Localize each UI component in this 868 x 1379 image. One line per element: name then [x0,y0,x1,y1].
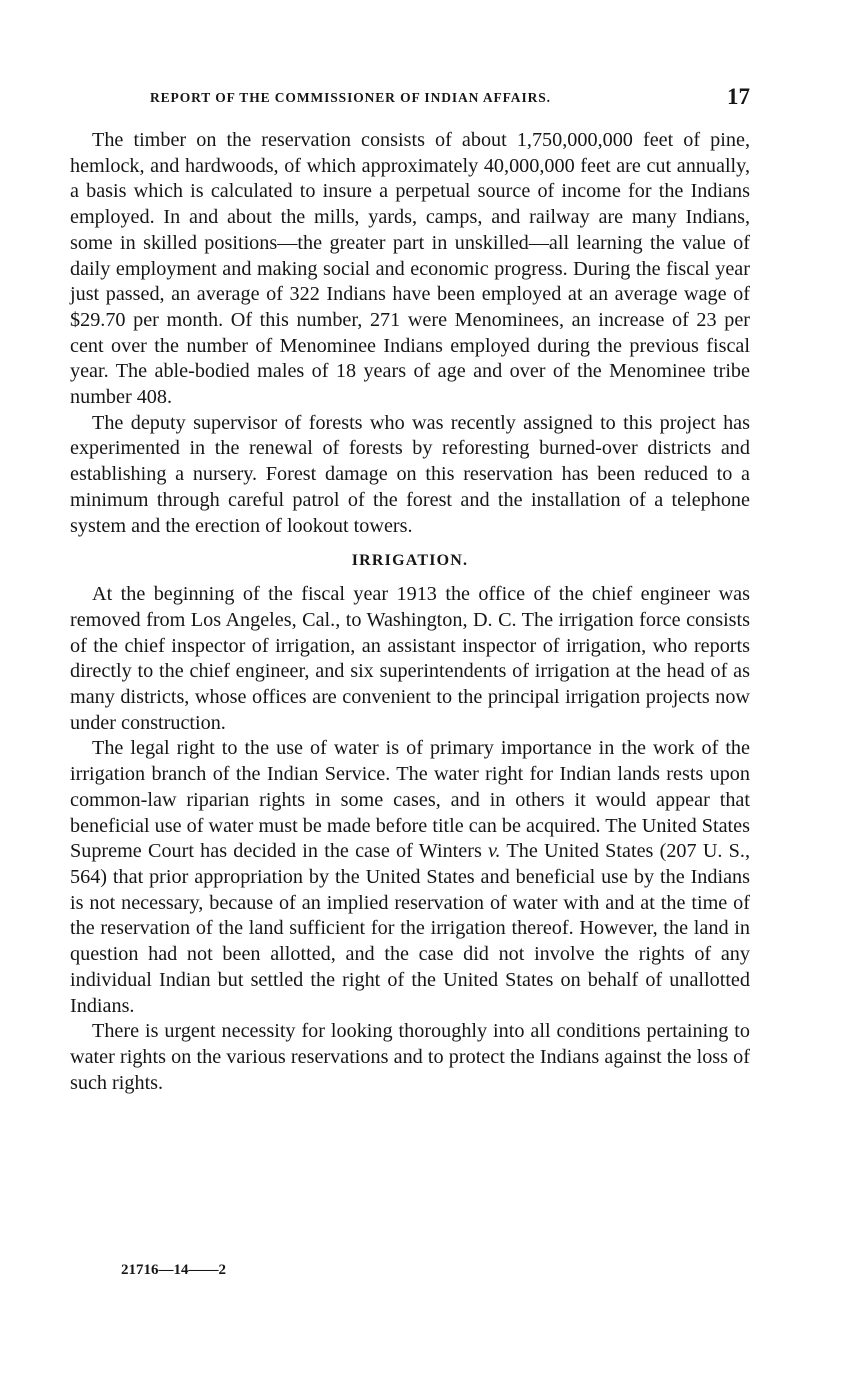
paragraph-irrigation-office: At the beginning of the fiscal year 1913 the office of the chief engineer was removed from Los Angeles, Cal., to Washington, D. C. The irrigation force consists of the chief inspector of irrigation, an assistant inspector of irrigation, who reports directly to the chief engineer, and six superintendents of irrigation at the head of as many districts, whose offices are convenient to the principal irrigation projects now under construction. [70,583,750,734]
paragraph-forestry: The deputy supervisor of forests who was recently assigned to this project has experimented in the renewal of forests by reforesting burned-over districts and establishing a nursery. Forest damage on this reservation has been reduced to a minimum through careful patrol of the forest and the installation of a telephone system and the erection of lookout towers. [70,411,750,537]
printer-signature-mark: 21716—14——2 [121,1262,226,1278]
running-title: REPORT OF THE COMMISSIONER OF INDIAN AFFAIRS. [150,90,551,105]
water-rights-text-b: The United States (207 U. S., 564) that prior appropriation by the United States and beneficial use by the Indians is not necessary, because of an implied reservation of water with and at the time of the reservation of the land sufficient for the irrigation thereof. However, the land in question had not been allotted, and the case did not involve the rights of any individual Indian but settled the right of the United States on behalf of unallotted Indians. [70,840,751,1017]
paragraph-timber: The timber on the reservation consists of about 1,750,000,000 feet of pine, hemlock, and hardwoods, of which approximately 40,000,000 feet are cut annually, a basis which is calculated to insure a perpetual source of income for the Indians employed. In and about the mills, yards, camps, and railway are many Indians, some in skilled positions—the greater part in unskilled—all learning the value of daily employment and making social and economic progress. During the fiscal year just passed, an average of 322 Indians have been employed at an average wage of $29.70 per month. Of this number, 271 were Menominees, an increase of 23 per cent over the number of Menominee Indians employed during the previous fiscal year. The able-bodied males of 18 years of age and over of the Menominee tribe number 408. [70,129,750,409]
running-header [70,86,750,114]
case-versus: v. [488,840,501,863]
paragraph-water-rights [70,736,750,1019]
body-text [70,128,750,1096]
water-rights-text-a: The legal right to the use of water is of primary importance in the work of the irrigation branch of the Indian Service. The water right for Indian lands rests upon common-law riparian rights in some cases, and in others it would appear that beneficial use of water must be made before title can be acquired. The United States Supreme Court has decided in the case of Winters [70,737,750,863]
paragraph-urgent-necessity: There is urgent necessity for looking thoroughly into all conditions pertaining to water rights on the various reservations and to protect the Indians against the loss of such rights. [70,1020,750,1094]
section-heading-irrigation: IRRIGATION. [351,552,469,570]
page-number: 17 [727,84,750,109]
